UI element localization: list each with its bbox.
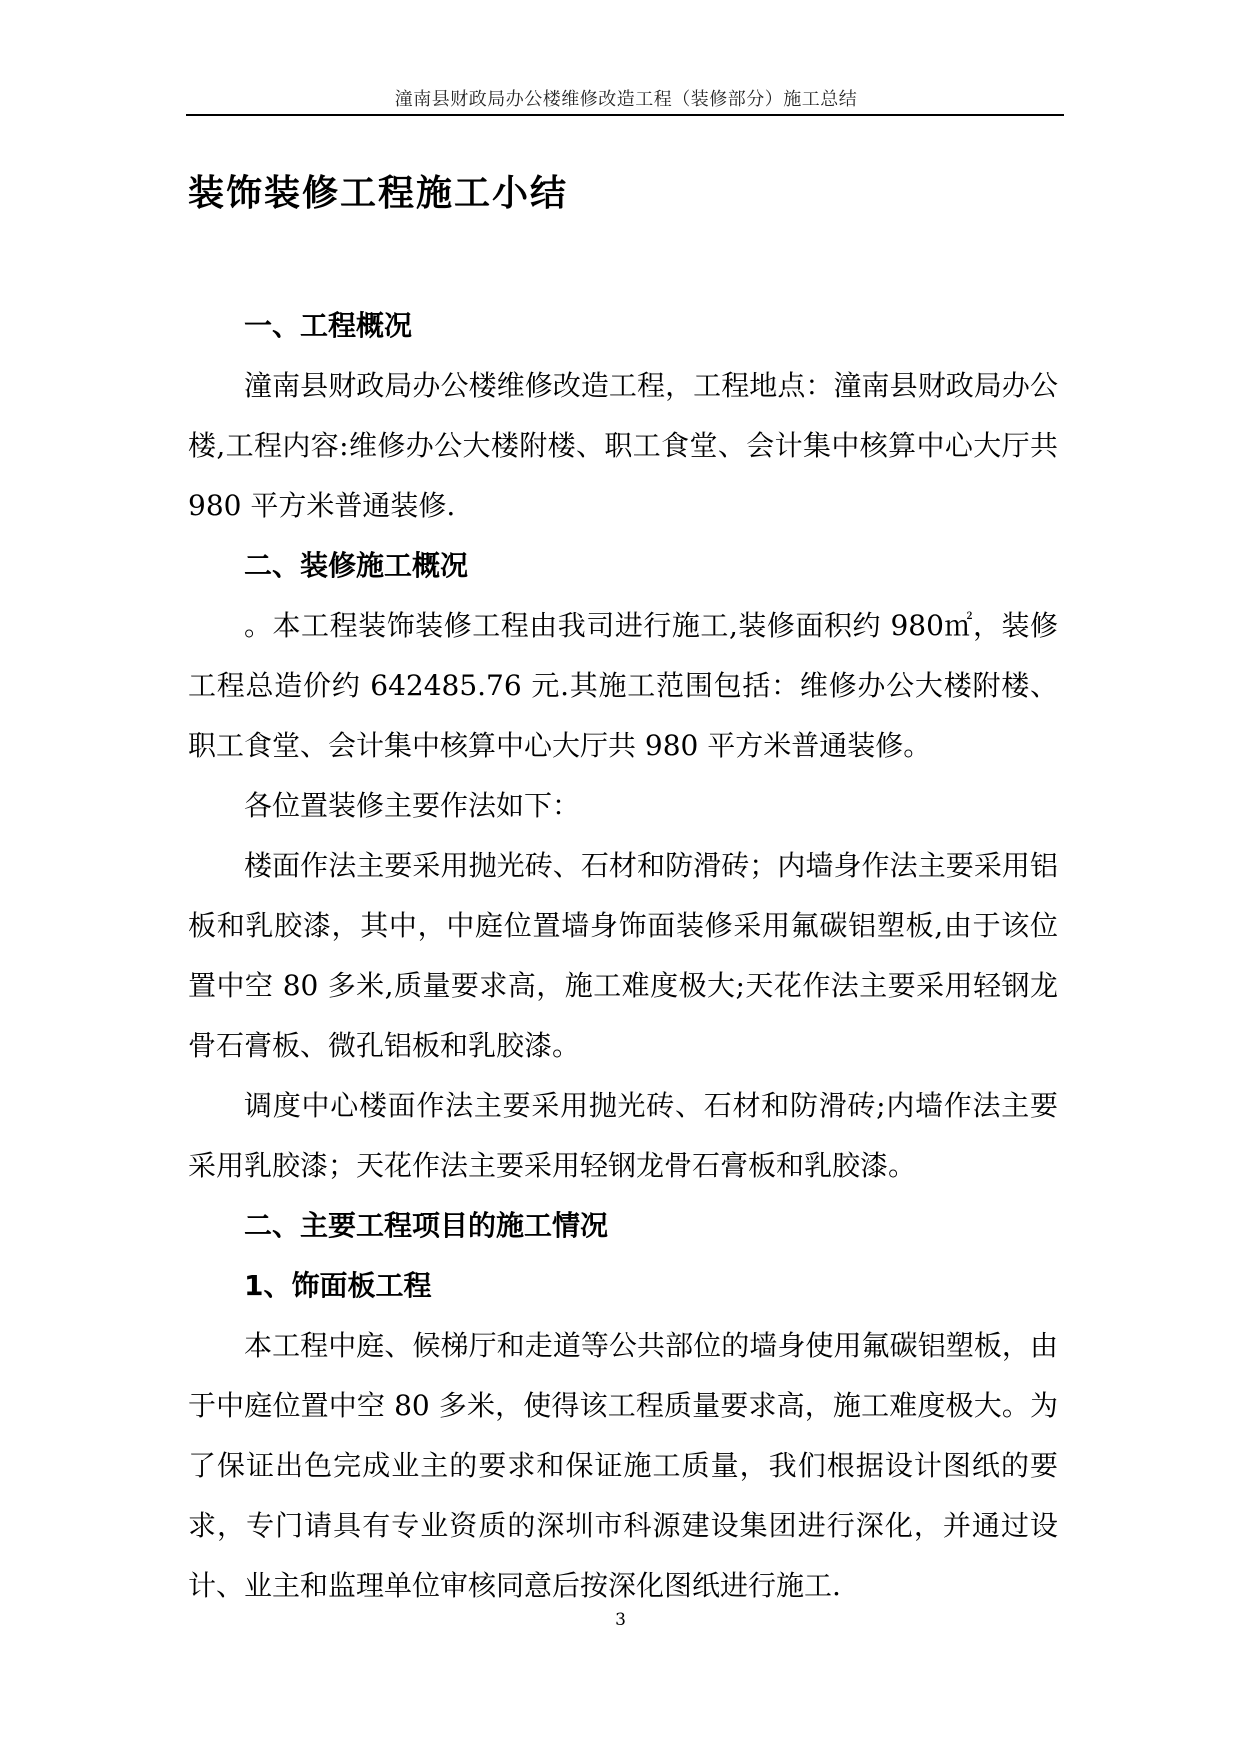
running-header: 潼南县财政局办公楼维修改造工程（装修部分）施工总结	[394, 89, 858, 110]
paragraph-overview: 潼南县财政局办公楼维修改造工程，工程地点：潼南县财政局办公楼,工程内容:维修办公大楼附楼、职工食堂、会计集中核算中心大厅共 980 平方米普通装修.	[188, 369, 1058, 522]
section-heading-main-items: 二、主要工程项目的施工情况	[244, 1209, 609, 1242]
section-heading-overview: 一、工程概况	[244, 309, 413, 342]
document-title: 装饰装修工程施工小结	[188, 173, 569, 214]
section-heading-construction-overview: 二、装修施工概况	[244, 549, 469, 582]
document-body	[188, 296, 1058, 1616]
paragraph-floor-wall-ceiling: 楼面作法主要采用抛光砖、石材和防滑砖；内墙身作法主要采用铝板和乳胶漆，其中，中庭位置墙身饰面装修采用氟碳铝塑板,由于该位置中空 80 多米,质量要求高，施工难度极大;天花作法主要采用轻钢龙骨石膏板、微孔铝板和乳胶漆。	[188, 849, 1058, 1062]
paragraph-dispatch-center: 调度中心楼面作法主要采用抛光砖、石材和防滑砖;内墙作法主要采用乳胶漆；天花作法主要采用轻钢龙骨石膏板和乳胶漆。	[188, 1089, 1058, 1182]
paragraph-facing-panels: 本工程中庭、候梯厅和走道等公共部位的墙身使用氟碳铝塑板，由于中庭位置中空 80 多米，使得该工程质量要求高，施工难度极大。为了保证出色完成业主的要求和保证施工质量，我们根据设计图纸的要求，专门请具有专业资质的深圳市科源建设集团进行深化，并通过设计、业主和监理单位审核同意后按深化图纸进行施工.	[188, 1329, 1058, 1602]
paragraph-methods-intro: 各位置装修主要作法如下：	[244, 789, 581, 822]
header-divider	[186, 114, 1064, 116]
page-number: 3	[615, 1610, 626, 1630]
paragraph-scope: 。本工程装饰装修工程由我司进行施工,装修面积约 980㎡，装修工程总造价约 642485.76 元.其施工范围包括：维修办公大楼附楼、职工食堂、会计集中核算中心大厅共 980 平方米普通装修。	[188, 609, 1058, 762]
subsection-heading-facing-panels: 1、饰面板工程	[244, 1269, 432, 1302]
